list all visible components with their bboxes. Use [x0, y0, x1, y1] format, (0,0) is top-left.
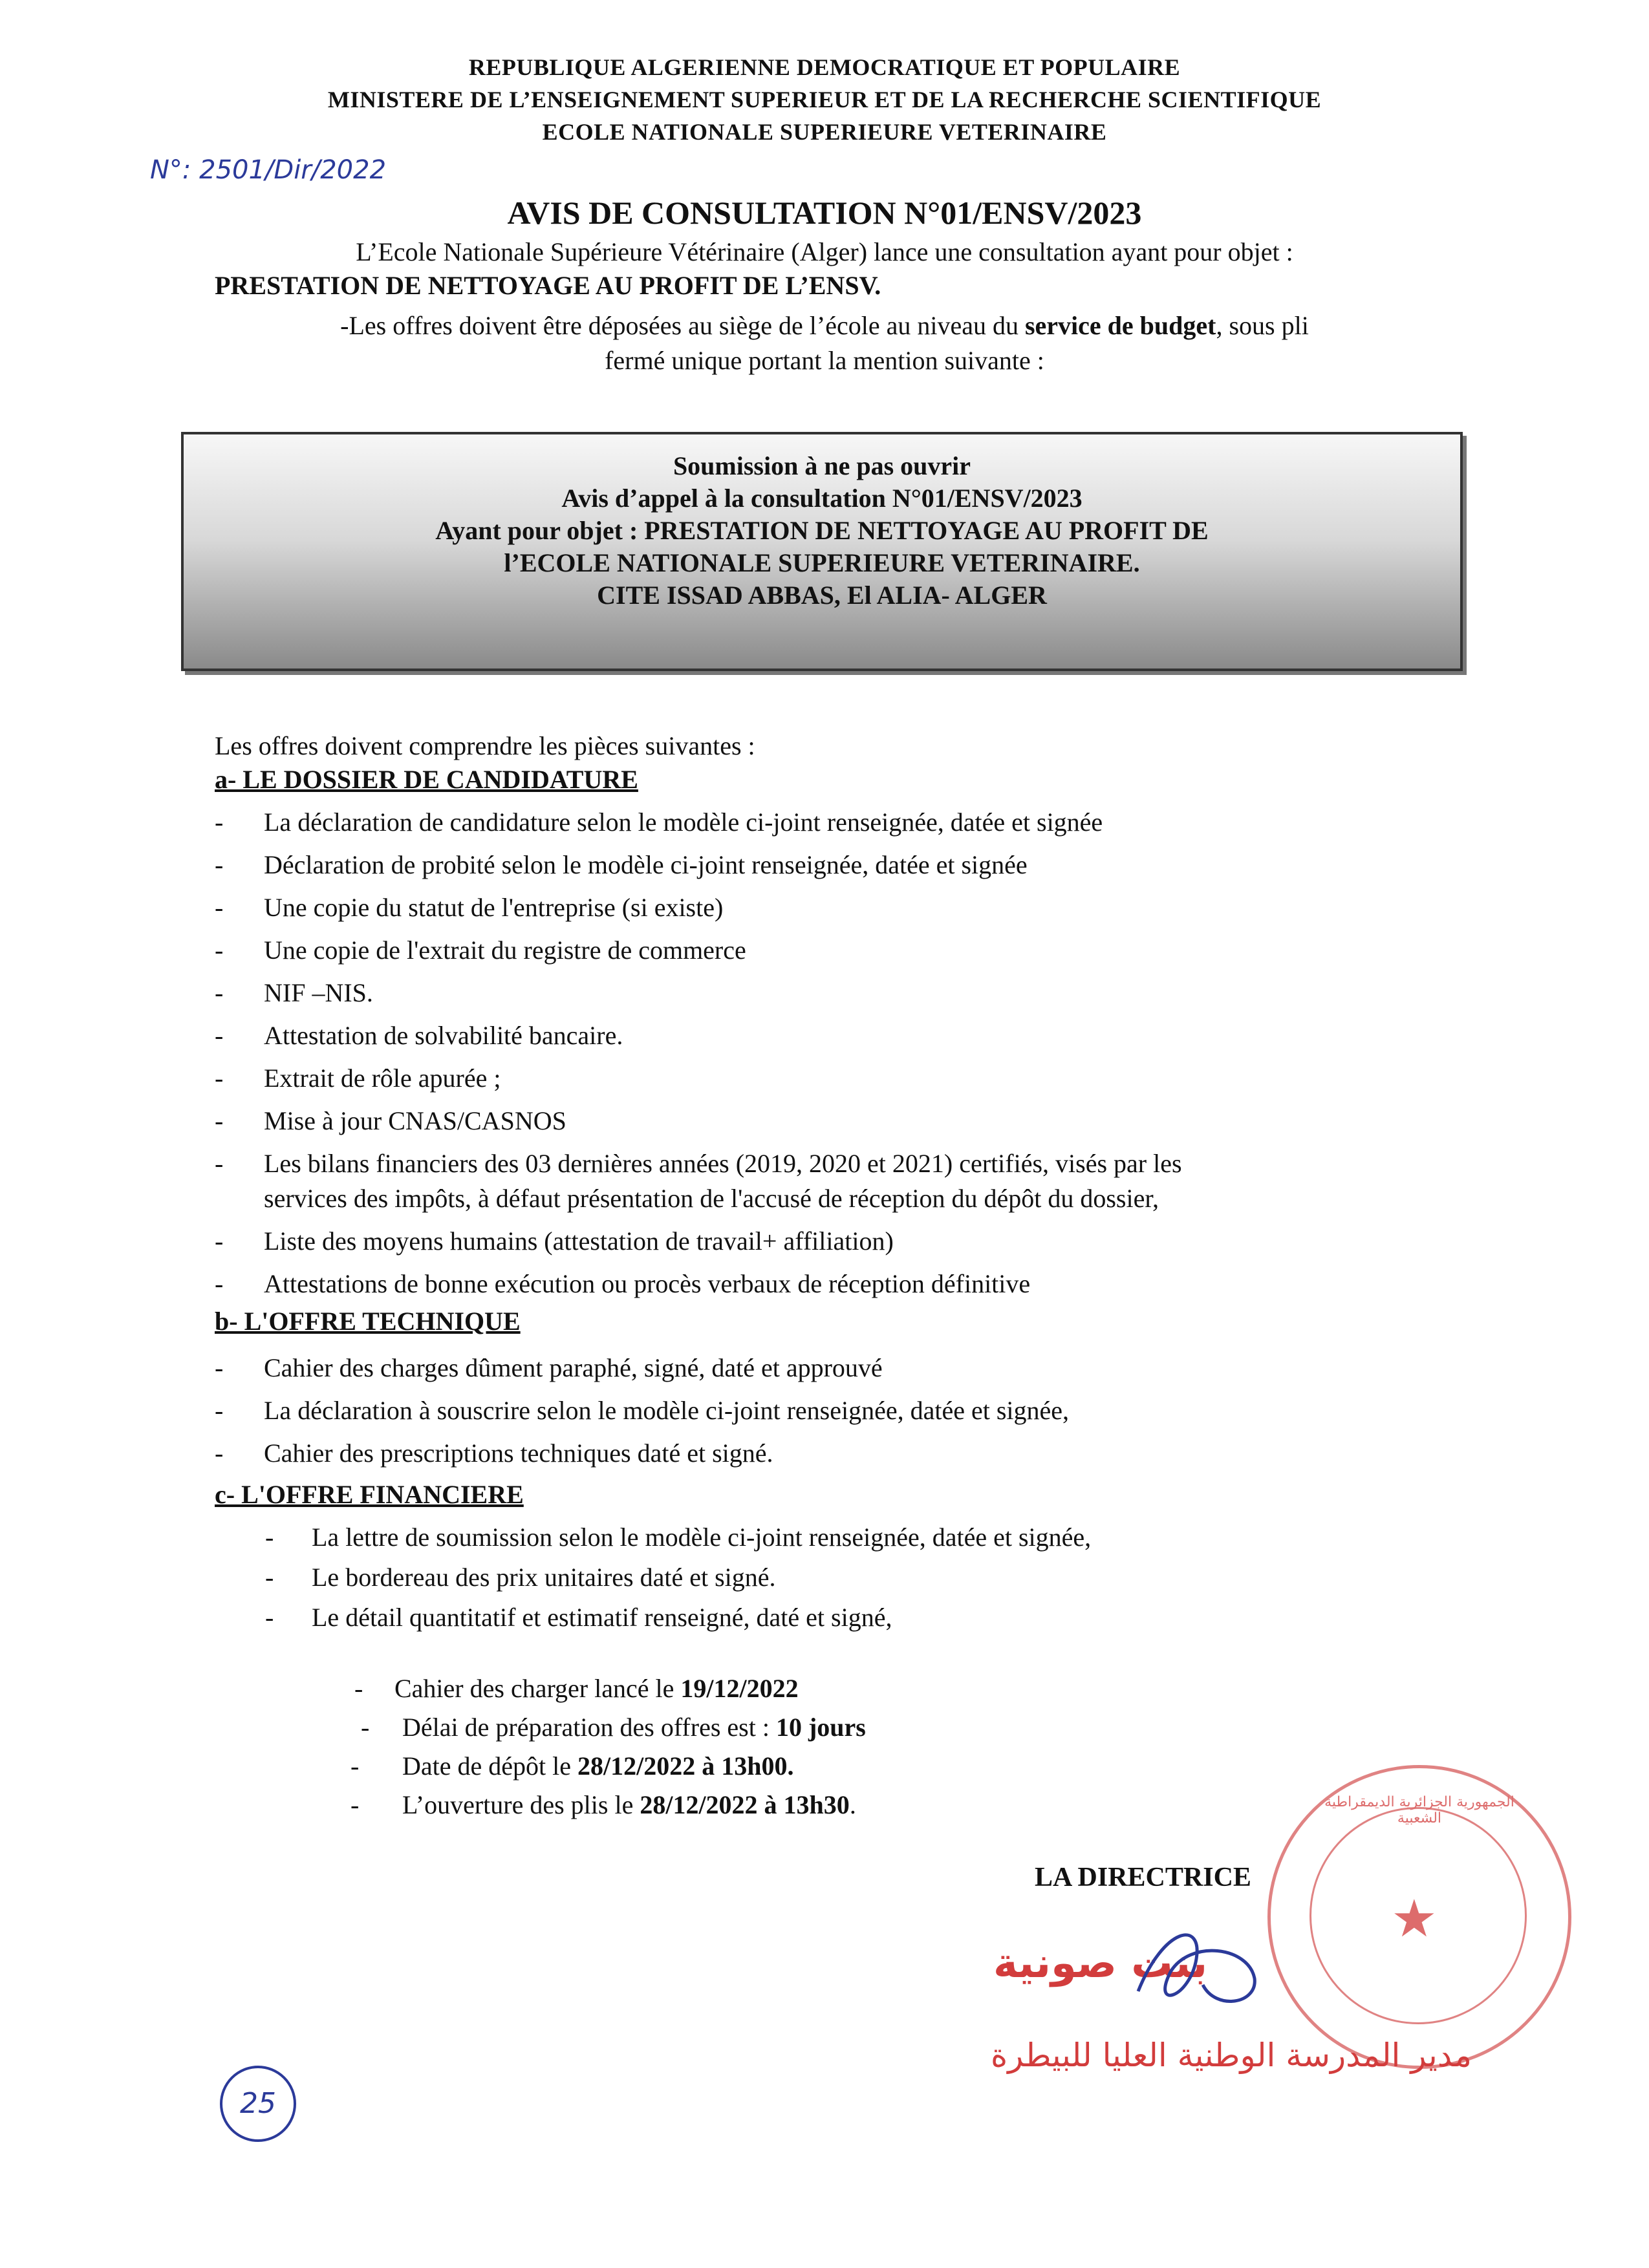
list-item: - Une copie du statut de l'entreprise (si existe): [215, 890, 1476, 932]
date-value: 28/12/2022 à 13h30: [640, 1790, 850, 1819]
box-line-4: l’ECOLE NATIONALE SUPERIEURE VETERINAIRE.: [504, 548, 1140, 577]
section-a-title: a- LE DOSSIER DE CANDIDATURE: [215, 765, 638, 794]
date-value: 28/12/2022 à 13h00.: [577, 1751, 794, 1781]
list-item-text: La lettre de soumission selon le modèle ci-joint renseignée, datée et signée,: [312, 1523, 1092, 1552]
list-item-text: Cahier des charges dûment paraphé, signé, daté et approuvé: [264, 1353, 883, 1382]
date-value: 19/12/2022: [680, 1674, 799, 1703]
list-item-text: Extrait de rôle apurée ;: [264, 1064, 501, 1093]
date-label: Délai de préparation des offres est :: [402, 1713, 776, 1742]
intro-line-3: [0, 309, 1649, 343]
intro-line-1: L’Ecole Nationale Supérieure Vétérinaire (Alger) lance une consultation ayant pour objet :: [356, 237, 1293, 266]
date-label: Date de dépôt le: [402, 1751, 577, 1781]
section-b-list: [215, 1350, 1476, 1478]
list-item: - Liste des moyens humains (attestation de travail+ affiliation): [215, 1223, 1476, 1266]
list-item-text: Déclaration de probité selon le modèle ci-joint renseignée, datée et signée: [264, 850, 1028, 879]
date-item: - Délai de préparation des offres est : 10 jours: [361, 1713, 866, 1742]
list-item: - La lettre de soumission selon le modèle ci-joint renseignée, datée et signée,: [265, 1519, 1494, 1559]
list-item: - Extrait de rôle apurée ;: [215, 1060, 1476, 1103]
header-school: ECOLE NATIONALE SUPERIEURE VETERINAIRE: [542, 119, 1107, 145]
box-line-5: CITE ISSAD ABBAS, El ALIA- ALGER: [597, 581, 1047, 610]
box-line-1: Soumission à ne pas ouvrir: [673, 451, 971, 480]
header-ministry: MINISTERE DE L’ENSEIGNEMENT SUPERIEUR ET DE LA RECHERCHE SCIENTIFIQUE: [327, 87, 1322, 112]
list-item-text: Attestation de solvabilité bancaire.: [264, 1021, 623, 1050]
intro-line-3-bold: service de budget: [1024, 311, 1216, 340]
list-item-text: NIF –NIS.: [264, 978, 373, 1007]
school-name-arabic: مدير المدرسة الوطنية العليا للبيطرة: [991, 2037, 1472, 2074]
list-item: - NIF –NIS.: [215, 975, 1476, 1018]
intro-line-3-text: -Les offres doivent être déposées au siège de l’école au niveau du: [340, 311, 1025, 340]
date-label: Cahier des charger lancé le: [394, 1674, 681, 1703]
box-line-2: Avis d’appel à la consultation N°01/ENSV/2023: [561, 484, 1083, 513]
pieces-intro: Les offres doivent comprendre les pièces suivantes :: [215, 731, 755, 760]
submission-mention-box: [181, 432, 1463, 671]
list-item: - Cahier des prescriptions techniques daté et signé.: [215, 1435, 1476, 1478]
list-item: - Le détail quantitatif et estimatif renseigné, daté et signé,: [265, 1599, 1494, 1640]
page-number-badge: 25: [220, 2066, 296, 2142]
date-value: 10 jours: [775, 1713, 866, 1742]
section-c-list: [265, 1519, 1494, 1640]
page-title: AVIS DE CONSULTATION N°01/ENSV/2023: [507, 195, 1142, 231]
handwritten-reference: N°: 2501/Dir/2022: [150, 155, 387, 185]
date-end: .: [849, 1790, 856, 1819]
list-item-text: Attestations de bonne exécution ou procès verbaux de réception définitive: [264, 1269, 1031, 1298]
list-item-text: Les bilans financiers des 03 dernières années (2019, 2020 et 2021) certifiés, visés par les: [264, 1149, 1182, 1178]
signatory-name-arabic: بنت صونية: [993, 1940, 1208, 1987]
section-b-title: b- L'OFFRE TECHNIQUE: [215, 1307, 521, 1336]
list-item-continuation: [215, 1181, 1476, 1223]
list-item: - La déclaration de candidature selon le modèle ci-joint renseignée, datée et signée: [215, 804, 1476, 847]
intro-line-3-end: , sous pli: [1216, 311, 1309, 340]
section-a-list: [215, 804, 1476, 1309]
list-item: - Le bordereau des prix unitaires daté et signé.: [265, 1559, 1494, 1599]
list-item: - Attestations de bonne exécution ou procès verbaux de réception définitive: [215, 1266, 1476, 1309]
list-item-text: Le détail quantitatif et estimatif renseigné, daté et signé,: [312, 1603, 892, 1632]
list-item-text: Une copie du statut de l'entreprise (si existe): [264, 893, 724, 922]
list-item: - Les bilans financiers des 03 dernières années (2019, 2020 et 2021) certifiés, visés par les: [215, 1146, 1476, 1181]
list-item-text: Le bordereau des prix unitaires daté et signé.: [312, 1563, 776, 1592]
header-republic: REPUBLIQUE ALGERIENNE DEMOCRATIQUE ET POPULAIRE: [468, 54, 1181, 80]
list-item-text: La déclaration de candidature selon le modèle ci-joint renseignée, datée et signée: [264, 808, 1103, 837]
list-item: - Déclaration de probité selon le modèle ci-joint renseignée, datée et signée: [215, 847, 1476, 890]
intro-line-4: fermé unique portant la mention suivante :: [605, 346, 1044, 375]
list-item: - Mise à jour CNAS/CASNOS: [215, 1103, 1476, 1146]
section-c-title: c- L'OFFRE FINANCIERE: [215, 1480, 524, 1509]
list-item: - Cahier des charges dûment paraphé, signé, daté et approuvé: [215, 1350, 1476, 1393]
intro-object: PRESTATION DE NETTOYAGE AU PROFIT DE L’ENSV.: [215, 271, 881, 300]
list-item: - Une copie de l'extrait du registre de commerce: [215, 932, 1476, 975]
date-item: - Date de dépôt le 28/12/2022 à 13h00.: [350, 1751, 794, 1781]
list-item-text: services des impôts, à défaut présentation de l'accusé de réception du dépôt du dossier,: [264, 1184, 1159, 1213]
signatory-title: LA DIRECTRICE: [1035, 1863, 1251, 1892]
list-item-text: Cahier des prescriptions techniques daté et signé.: [264, 1439, 773, 1468]
date-label: L’ouverture des plis le: [402, 1790, 640, 1819]
list-item: - La déclaration à souscrire selon le modèle ci-joint renseignée, datée et signée,: [215, 1393, 1476, 1435]
list-item-text: La déclaration à souscrire selon le modèle ci-joint renseignée, datée et signée,: [264, 1396, 1070, 1425]
list-item: - Attestation de solvabilité bancaire.: [215, 1018, 1476, 1060]
dates-list: [350, 1671, 1454, 1826]
date-item: - Cahier des charger lancé le 19/12/2022: [354, 1674, 799, 1703]
stamp-text: الجمهورية الجزائرية الديمقراطية الشعبية: [1324, 1794, 1514, 1826]
list-item-text: Une copie de l'extrait du registre de commerce: [264, 936, 746, 965]
list-item-text: Liste des moyens humains (attestation de travail+ affiliation): [264, 1226, 894, 1256]
signature-scribble: [1125, 1914, 1274, 2017]
box-line-3: Ayant pour objet : PRESTATION DE NETTOYAGE AU PROFIT DE: [435, 516, 1209, 545]
official-stamp: [1267, 1765, 1571, 2069]
date-item: - L’ouverture des plis le 28/12/2022 à 13h30.: [350, 1790, 856, 1819]
list-item-text: Mise à jour CNAS/CASNOS: [264, 1106, 566, 1135]
star-icon: ★: [1391, 1888, 1438, 1949]
